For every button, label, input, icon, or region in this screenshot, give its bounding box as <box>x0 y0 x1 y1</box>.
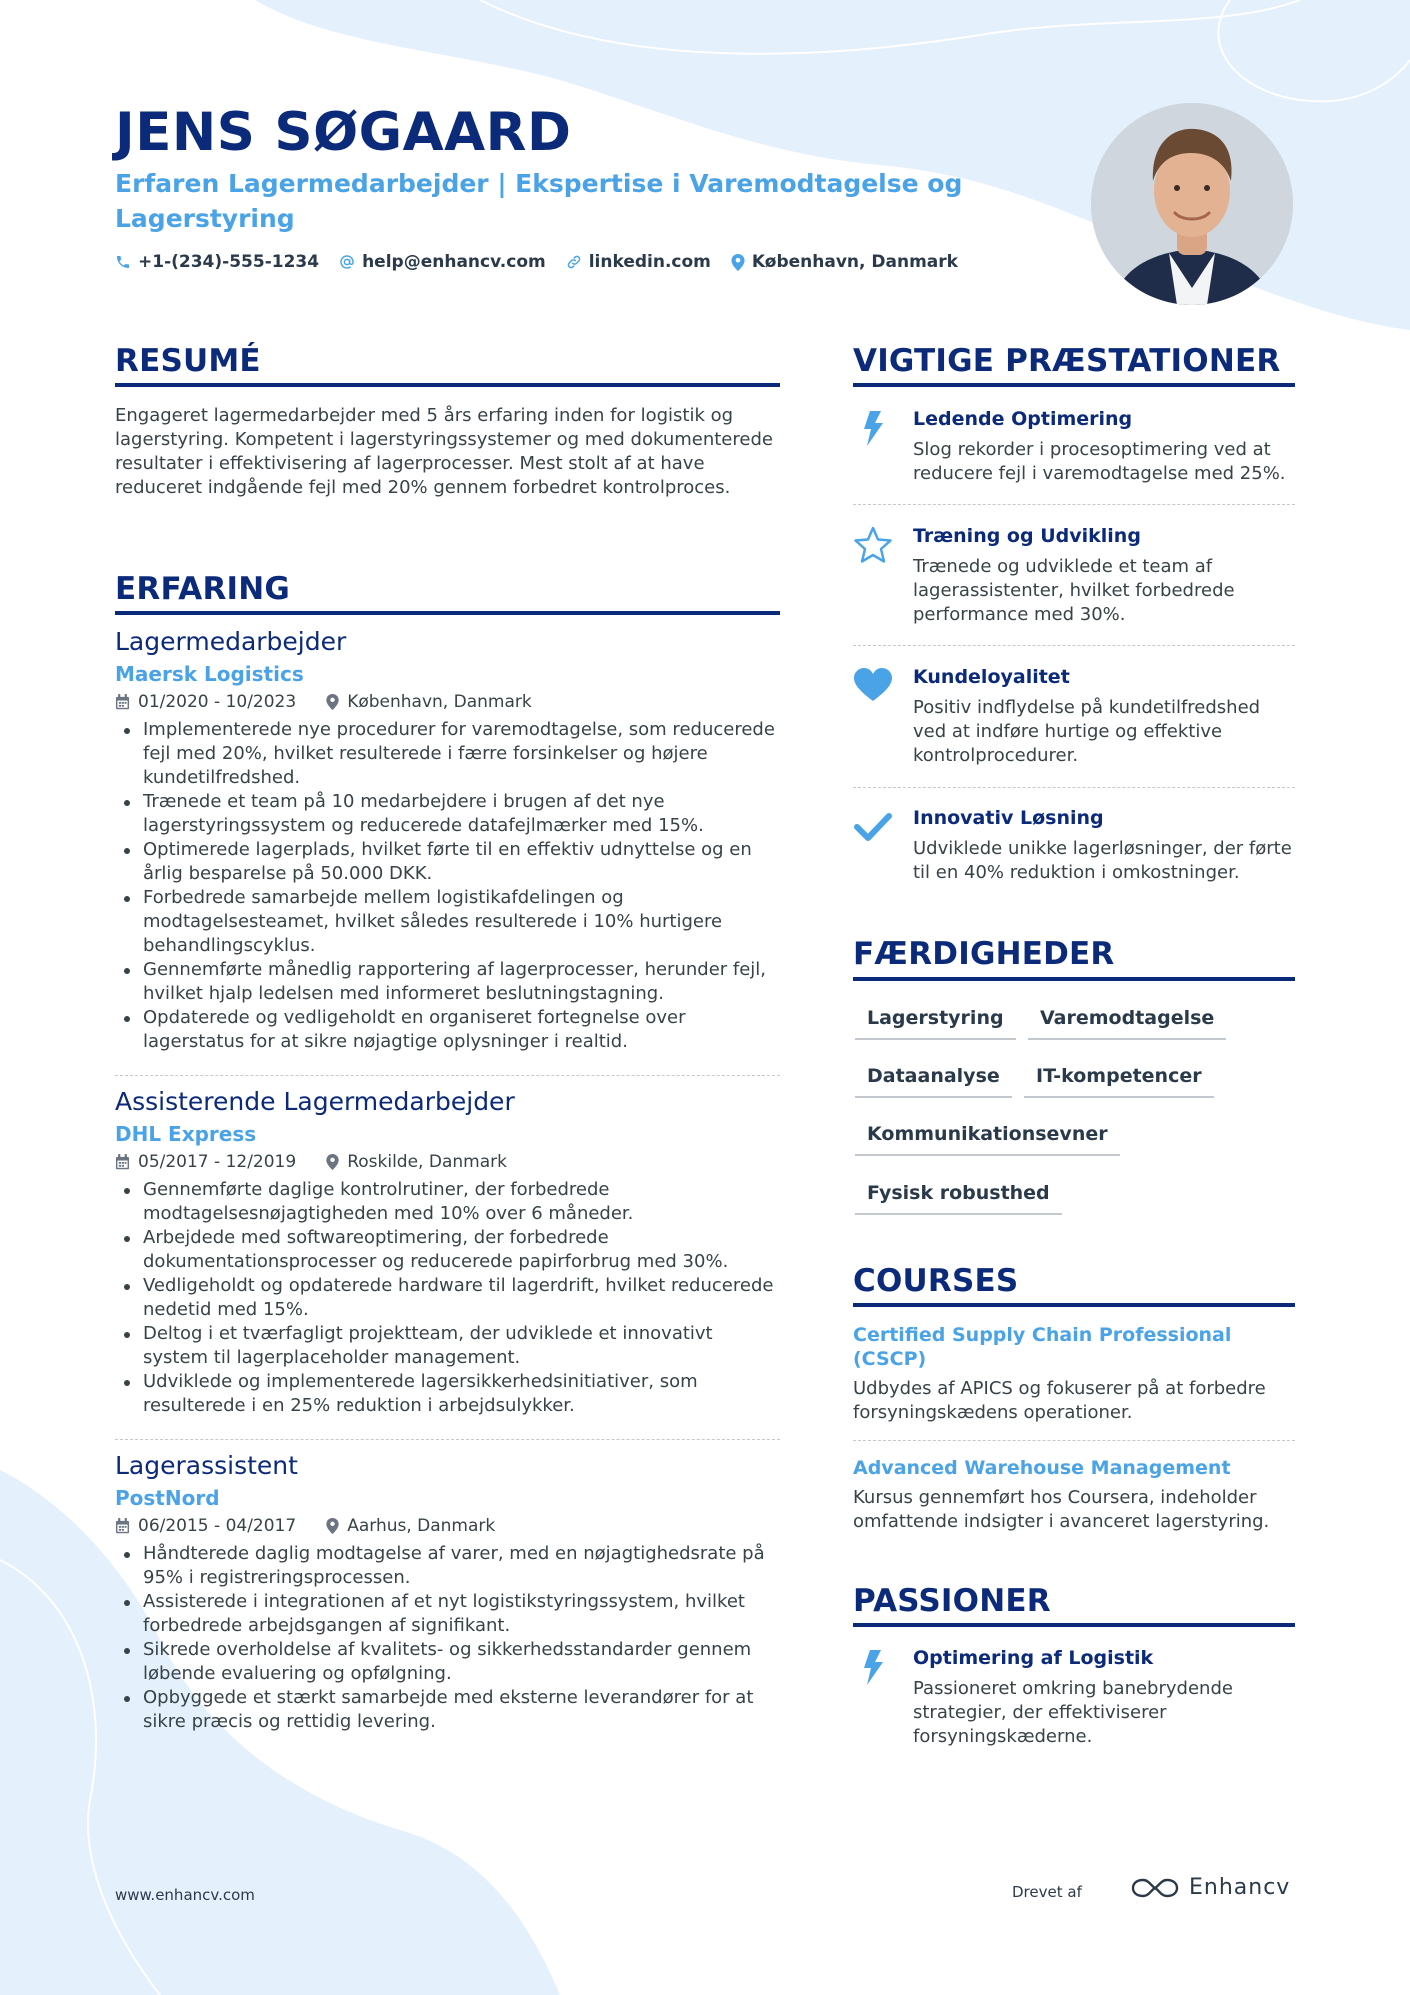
achievement-title: Innovativ Løsning <box>913 807 1104 829</box>
footer-website[interactable]: www.enhancv.com <box>115 1886 255 1904</box>
profile-photo <box>1091 103 1293 305</box>
list-item: Implementerede nye procedurer for varemodtagelse, som reducerede fejl med 20%, hvilket resulterede i færre forsinkelser og højere kundetilfredshed. <box>115 718 780 790</box>
passion-desc: Passioneret omkring banebrydende strategier, der effektiviserer forsyningskæderne. <box>913 1678 1233 1747</box>
lightning-icon <box>853 1647 893 1687</box>
job-dates: 05/2017 - 12/2019 <box>138 1152 297 1172</box>
lightning-icon <box>853 408 893 448</box>
location-pin-icon <box>326 694 339 710</box>
location-text: København, Danmark <box>751 252 958 272</box>
skill-tag: Kommunikationsevner <box>855 1123 1120 1156</box>
course-desc: Udbydes af APICS og fokuserer på at forbedre forsyningskædens operationer. <box>853 1378 1266 1423</box>
divider <box>853 645 1295 646</box>
email-text: help@enhancv.com <box>362 252 546 272</box>
divider <box>853 504 1295 505</box>
footer-powered-by: Drevet af <box>1012 1883 1082 1901</box>
experience-entry <box>115 626 780 1054</box>
section-title-experience: ERFARING <box>115 571 291 607</box>
section-title-summary: RESUMÉ <box>115 343 261 379</box>
job-title: Lagermedarbejder <box>115 627 347 656</box>
calendar-icon <box>115 694 130 710</box>
job-location: København, Danmark <box>347 692 532 712</box>
job-dates: 01/2020 - 10/2023 <box>138 692 297 712</box>
job-title: Lagerassistent <box>115 1451 298 1480</box>
summary-text: Engageret lagermedarbejder med 5 års erfaring inden for logistik og lagerstyring. Kompetent i lagerstyringssystemer og med dokumenterede resultater i effektivisering af lagerprocesser. Mest stolt af at have reduceret indgående fejl med 20% gennem forbedret kontrolproces. <box>115 405 773 498</box>
section-rule <box>853 1303 1295 1307</box>
list-item: Forbedrede samarbejde mellem logistikafdelingen og modtagelsesteamet, hvilket således resulterede i 10% hurtigere behandlingscyklus. <box>115 886 780 958</box>
phone-icon <box>115 254 131 270</box>
location-pin-icon <box>731 254 745 271</box>
list-item: Opdaterede og vedligeholdt en organiseret fortegnelse over lagerstatus for at sikre nøjagtige oplysninger i realtid. <box>115 1006 780 1054</box>
section-rule <box>853 977 1295 981</box>
passion-item <box>853 1645 1298 1749</box>
calendar-icon <box>115 1154 130 1170</box>
job-location: Roskilde, Danmark <box>347 1152 507 1172</box>
achievement-desc: Trænede og udviklede et team af lagerassistenter, hvilket forbedrede performance med 30%. <box>913 556 1235 625</box>
contact-bar <box>115 252 958 272</box>
section-rule <box>853 383 1295 387</box>
course-title: Advanced Warehouse Management <box>853 1457 1231 1479</box>
contact-linkedin[interactable] <box>566 252 711 272</box>
job-bullets <box>115 1178 780 1418</box>
list-item: Gennemførte månedlig rapportering af lagerprocesser, herunder fejl, hvilket hjalp ledelsen med informeret beslutningstagning. <box>115 958 780 1006</box>
achievement-desc: Positiv indflydelse på kundetilfredshed ved at indføre hurtige og effektive kontrolprocedurer. <box>913 697 1261 766</box>
contact-email[interactable] <box>339 252 546 272</box>
list-item: Arbejdede med softwareoptimering, der forbedrede dokumentationsprocesser og reducerede papirforbrug med 30%. <box>115 1226 780 1274</box>
footer-brand[interactable] <box>1131 1875 1290 1900</box>
achievement-item <box>853 805 1298 885</box>
skill-tag: Fysisk robusthed <box>855 1182 1062 1215</box>
at-icon <box>339 254 355 270</box>
skill-tag: Varemodtagelse <box>1028 1007 1226 1040</box>
achievement-title: Ledende Optimering <box>913 408 1133 430</box>
job-company[interactable]: Maersk Logistics <box>115 662 304 686</box>
passion-title: Optimering af Logistik <box>913 1647 1154 1669</box>
section-title-courses: COURSES <box>853 1263 1019 1299</box>
job-title: Assisterende Lagermedarbejder <box>115 1087 515 1116</box>
achievement-item <box>853 406 1298 486</box>
skill-tag: Dataanalyse <box>855 1065 1012 1098</box>
job-meta <box>115 1515 780 1537</box>
section-rule <box>853 1623 1295 1627</box>
check-icon <box>853 807 893 847</box>
heart-icon <box>853 666 893 706</box>
avatar <box>1091 103 1293 305</box>
list-item: Gennemførte daglige kontrolrutiner, der forbedrede modtagelsesnøjagtigheden med 10% over 6 måneder. <box>115 1178 780 1226</box>
section-title-achievements: VIGTIGE PRÆSTATIONER <box>853 343 1281 379</box>
course-item <box>853 1323 1293 1425</box>
skill-tag: Lagerstyring <box>855 1007 1016 1040</box>
job-dates: 06/2015 - 04/2017 <box>138 1516 297 1536</box>
achievement-title: Træning og Udvikling <box>913 525 1141 547</box>
skill-tag: IT-kompetencer <box>1024 1065 1214 1098</box>
candidate-name: JENS SØGAARD <box>115 102 572 163</box>
candidate-headline: Erfaren Lagermedarbejder | Ekspertise i Varemodtagelse og Lagerstyring <box>115 169 963 233</box>
list-item: Assisterede i integrationen af et nyt logistikstyringssystem, hvilket forbedrede arbejdsgangen af signifikant. <box>115 1590 780 1638</box>
list-item: Opbyggede et stærkt samarbejde med eksterne leverandører for at sikre præcis og rettidig levering. <box>115 1686 780 1734</box>
job-meta <box>115 1151 780 1173</box>
divider <box>853 1440 1295 1441</box>
calendar-icon <box>115 1518 130 1534</box>
location-pin-icon <box>326 1518 339 1534</box>
course-desc: Kursus gennemført hos Coursera, indeholder omfattende indsigter i avanceret lagerstyring. <box>853 1487 1270 1532</box>
job-company[interactable]: PostNord <box>115 1486 220 1510</box>
list-item: Trænede et team på 10 medarbejdere i brugen af det nye lagerstyringssystem og reducerede datafejlmærker med 15%. <box>115 790 780 838</box>
section-title-passions: PASSIONER <box>853 1583 1051 1619</box>
enhancv-logo-icon <box>1131 1876 1179 1900</box>
contact-phone[interactable] <box>115 252 319 272</box>
list-item: Håndterede daglig modtagelse af varer, med en nøjagtighedsrate på 95% i registreringsprocessen. <box>115 1542 780 1590</box>
phone-text: +1-(234)-555-1234 <box>138 252 320 272</box>
footer-brand-name: Enhancv <box>1189 1875 1291 1900</box>
list-item: Sikrede overholdelse af kvalitets- og sikkerhedsstandarder gennem løbende evaluering og opfølgning. <box>115 1638 780 1686</box>
course-item <box>853 1456 1293 1534</box>
job-bullets <box>115 1542 780 1734</box>
section-title-skills: FÆRDIGHEDER <box>853 936 1115 972</box>
experience-entry <box>115 1086 780 1418</box>
job-company[interactable]: DHL Express <box>115 1122 257 1146</box>
divider <box>853 787 1295 788</box>
achievement-item <box>853 523 1298 627</box>
list-item: Vedligeholdt og opdaterede hardware til lagerdrift, hvilket reducerede nedetid med 15%. <box>115 1274 780 1322</box>
job-location: Aarhus, Danmark <box>347 1516 496 1536</box>
contact-location <box>731 252 958 272</box>
star-icon <box>853 525 893 565</box>
section-rule <box>115 383 780 387</box>
list-item: Deltog i et tværfagligt projektteam, der udviklede et innovativt system til lagerplaceholder management. <box>115 1322 780 1370</box>
job-meta <box>115 691 780 713</box>
job-bullets <box>115 718 780 1054</box>
section-rule <box>115 611 780 615</box>
linkedin-text: linkedin.com <box>588 252 711 272</box>
list-item: Optimerede lagerplads, hvilket førte til en effektiv udnyttelse og en årlig besparelse på 50.000 DKK. <box>115 838 780 886</box>
achievement-title: Kundeloyalitet <box>913 666 1070 688</box>
location-pin-icon <box>326 1154 339 1170</box>
divider <box>115 1439 780 1440</box>
achievement-desc: Udviklede unikke lagerløsninger, der førte til en 40% reduktion i omkostninger. <box>913 838 1292 883</box>
course-title: Certified Supply Chain Professional (CSCP) <box>853 1324 1232 1370</box>
achievement-desc: Slog rekorder i procesoptimering ved at reducere fejl i varemodtagelse med 25%. <box>913 439 1286 484</box>
link-icon <box>566 254 582 270</box>
experience-entry <box>115 1450 780 1734</box>
list-item: Udviklede og implementerede lagersikkerhedsinitiativer, som resulterede i en 25% reduktion i arbejdsulykker. <box>115 1370 780 1418</box>
divider <box>115 1075 780 1076</box>
achievement-item <box>853 664 1298 768</box>
